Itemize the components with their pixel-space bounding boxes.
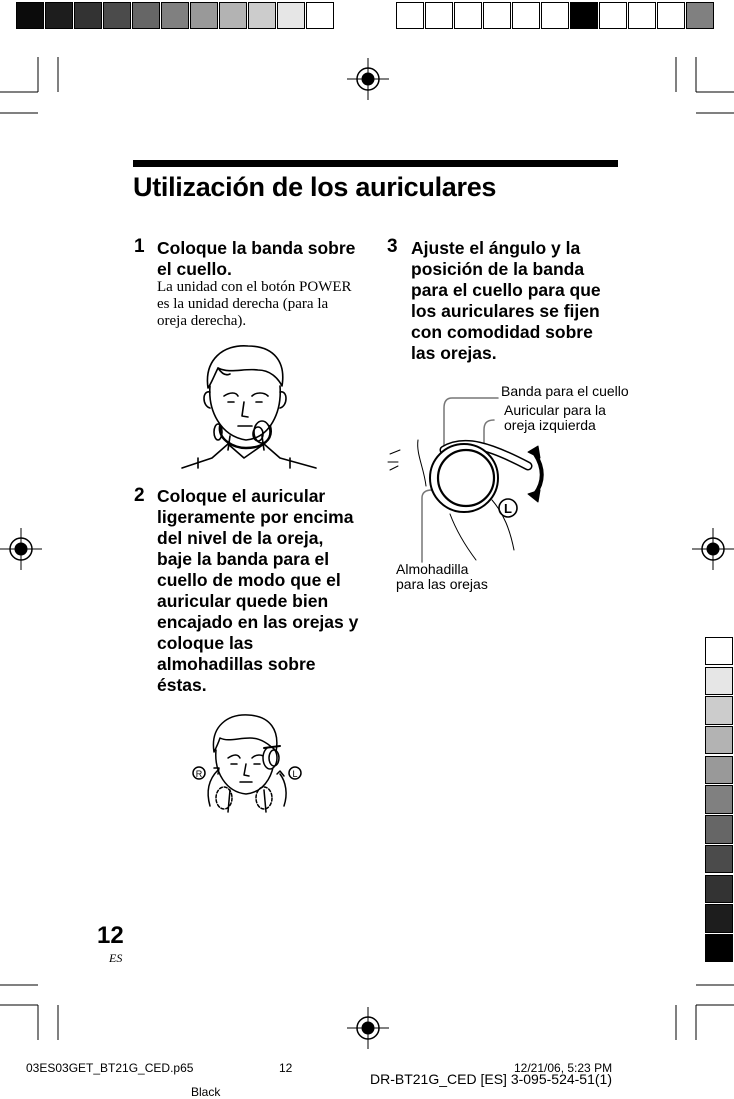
color-swatch (705, 904, 733, 932)
language-code: ES (109, 951, 123, 965)
registration-mark-bottom (347, 1007, 389, 1049)
step-2-number: 2 (134, 485, 145, 506)
title-rule (133, 160, 618, 167)
step-1-note: La unidad con el botón POWER es la unidad derecha (para la oreja derecha). (157, 279, 352, 329)
illustration-adjust-angle (380, 390, 560, 565)
footer-model: DR-BT21G_CED [ES] 3-095-524-51(1) (370, 1071, 612, 1087)
color-swatch (705, 696, 733, 724)
step-2-text: Coloque el auricular ligeramente por encima del nivel de la oreja, baje la banda para el cuello de modo que el auricular quede bien encajado en las orejas y coloque las almohadillas sobre éstas. (157, 486, 359, 695)
illustration-earphones-up (188, 712, 313, 814)
color-swatch (705, 815, 733, 843)
footer-date: 12/21/06, 5:23 PM (514, 1061, 613, 1075)
step-1-text: Coloque la banda sobre el cuello. (157, 238, 356, 279)
color-swatch (705, 637, 733, 665)
registration-mark-right (692, 528, 734, 570)
illustration-neckband-on-neck (178, 340, 323, 470)
color-swatch (705, 785, 733, 813)
label-neckband: Banda para el cuello (501, 383, 629, 399)
color-swatch (705, 756, 733, 784)
color-swatch (705, 726, 733, 754)
page-title: Utilización de los auriculares (133, 172, 497, 202)
footer-page: 12 (279, 1061, 293, 1075)
color-swatch (705, 934, 733, 962)
color-swatch (705, 845, 733, 873)
color-swatch (705, 667, 733, 695)
left-mark: L (504, 501, 512, 516)
color-swatch (705, 875, 733, 903)
left-mark-small: L (292, 769, 298, 779)
registration-mark-top (347, 58, 389, 100)
right-mark: R (195, 769, 203, 779)
page-number: 12 (97, 922, 124, 949)
footer-plate: Black (191, 1085, 221, 1099)
step-1-number: 1 (134, 236, 145, 257)
color-bar-right (705, 637, 734, 964)
label-earpad: Almohadilla para las orejas (396, 561, 488, 592)
footer-file: 03ES03GET_BT21G_CED.p65 (26, 1061, 194, 1075)
registration-mark-left (0, 528, 42, 570)
step-3-number: 3 (387, 236, 398, 257)
step-3-text: Ajuste el ángulo y la posición de la banda para el cuello para que los auriculares se fijen con comodidad sobre las orejas. (411, 238, 601, 363)
label-left-earphone: Auricular para la oreja izquierda (504, 402, 606, 433)
